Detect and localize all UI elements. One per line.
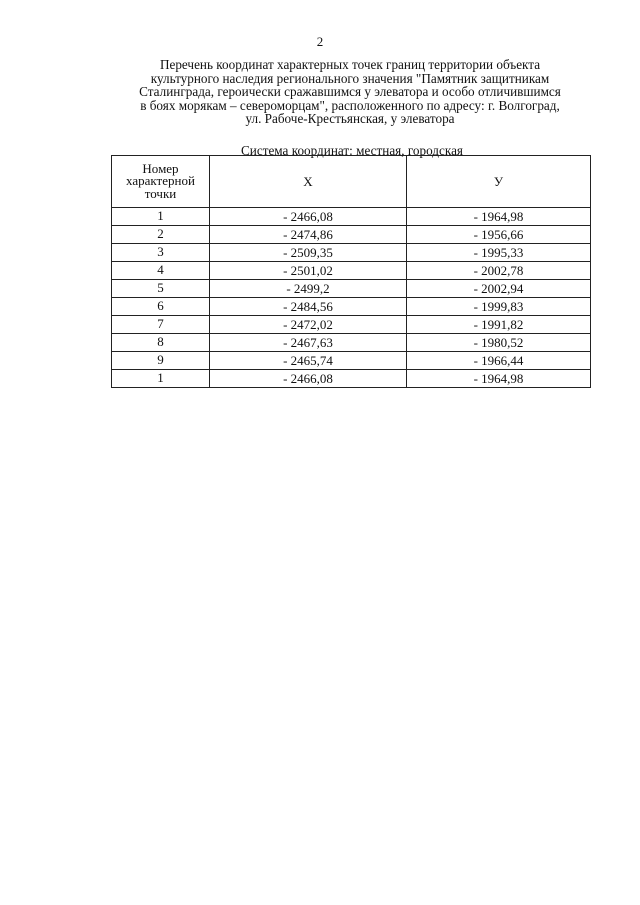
x-coordinate-cell: - 2466,08 [210, 208, 407, 226]
point-number-cell: 6 [112, 298, 210, 316]
document-title [100, 58, 600, 126]
x-coordinate-cell: - 2501,02 [210, 262, 407, 280]
header-x: X [210, 156, 407, 208]
y-coordinate-cell: - 1964,98 [407, 208, 591, 226]
table-row [112, 352, 591, 370]
x-coordinate-cell: - 2474,86 [210, 226, 407, 244]
y-coordinate-cell: - 1956,66 [407, 226, 591, 244]
page-number: 2 [316, 34, 324, 49]
header-point-number [112, 156, 210, 208]
point-number-cell: 8 [112, 334, 210, 352]
title-line: в боях морякам – североморцам", расположенного по адресу: г. Волгоград, [140, 97, 560, 113]
point-number-cell: 4 [112, 262, 210, 280]
x-coordinate-cell: - 2509,35 [210, 244, 407, 262]
title-line: Сталинграда, героически сражавшимся у элеватора и особо отличившимся [139, 84, 561, 99]
table-row [112, 226, 591, 244]
point-number-cell: 7 [112, 316, 210, 334]
table-header-row [112, 156, 591, 208]
header-y: У [407, 156, 591, 208]
point-number-cell: 2 [112, 226, 210, 244]
y-coordinate-cell: - 1980,52 [407, 334, 591, 352]
point-number-cell: 1 [112, 370, 210, 388]
x-coordinate-cell: - 2467,63 [210, 334, 407, 352]
table-row [112, 280, 591, 298]
y-coordinate-cell: - 1964,98 [407, 370, 591, 388]
x-coordinate-cell: - 2466,08 [210, 370, 407, 388]
table-row [112, 298, 591, 316]
x-coordinate-cell: - 2465,74 [210, 352, 407, 370]
coordinates-table [111, 155, 591, 388]
coordinate-system-caption: Система координат: местная, городская [240, 143, 464, 158]
table-row [112, 208, 591, 226]
table-row [112, 316, 591, 334]
header-point-line: Номер [142, 160, 179, 176]
table-row [112, 262, 591, 280]
point-number-cell: 9 [112, 352, 210, 370]
title-line: культурного наследия регионального значения "Памятник защитникам [150, 70, 550, 86]
table-row [112, 370, 591, 388]
title-line: Перечень координат характерных точек границ территории объекта [159, 57, 541, 72]
x-coordinate-cell: - 2484,56 [210, 298, 407, 316]
y-coordinate-cell: - 1999,83 [407, 298, 591, 316]
header-point-line: точки [144, 185, 177, 201]
y-coordinate-cell: - 2002,78 [407, 262, 591, 280]
y-coordinate-cell: - 1966,44 [407, 352, 591, 370]
header-point-line: характерной [126, 173, 195, 189]
point-number-cell: 5 [112, 280, 210, 298]
x-coordinate-cell: - 2499,2 [210, 280, 407, 298]
x-coordinate-cell: - 2472,02 [210, 316, 407, 334]
table-row [112, 244, 591, 262]
y-coordinate-cell: - 2002,94 [407, 280, 591, 298]
point-number-cell: 3 [112, 244, 210, 262]
point-number-cell: 1 [112, 208, 210, 226]
y-coordinate-cell: - 1991,82 [407, 316, 591, 334]
title-line: ул. Рабоче-Крестьянская, у элеватора [245, 111, 455, 126]
y-coordinate-cell: - 1995,33 [407, 244, 591, 262]
table-row [112, 334, 591, 352]
